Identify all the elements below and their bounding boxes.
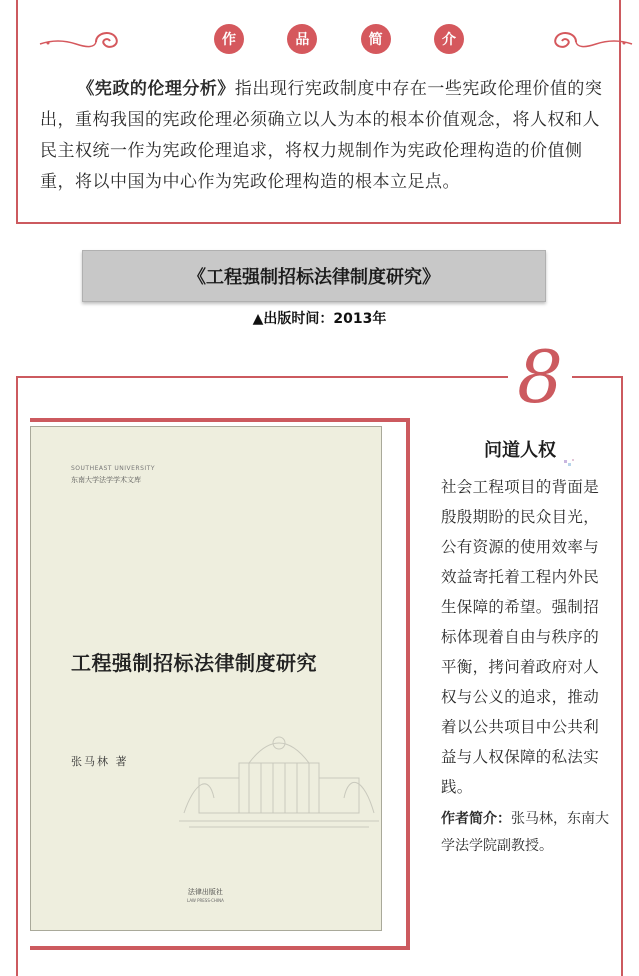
cover-title: 工程强制招标法律制度研究 — [71, 651, 317, 675]
intro-box — [16, 0, 621, 224]
intro-body: 指出现行宪政制度中存在一些宪政伦理价值的突出，重构我国的宪政伦理必须确立以人为本的根本价值观念，将人权和人民主权统一作为宪政伦理追求，将权力规制作为宪政伦理构造的价值侧重，将以中国为中心作为宪政伦理构造的根本立足点。 — [40, 79, 603, 192]
pixel-sparkle-icon — [562, 458, 578, 470]
side-description: 社会工程项目的背面是殷殷期盼的民众目光，公有资源的使用效率与效益寄托着工程内外民生保障的希望。强制招标体现着自由与秩序的平衡，拷问着政府对人权与公义的追求，推动着以公共项目中公共利益与人权保障的私法实践。 — [441, 478, 600, 796]
author-text: 张马林，东南大学法学院副教授。 — [441, 811, 609, 854]
cover-series-en: SOUTHEAST UNIVERSITY — [71, 465, 155, 472]
intro-badges — [214, 24, 464, 54]
cover-publisher — [187, 887, 224, 903]
book-cover — [30, 426, 382, 931]
cover-publisher-en: LAW PRESS·CHINA — [187, 898, 224, 903]
cover-series: 东南大学法学学术文库 — [71, 476, 141, 484]
book-title-banner: 《工程强制招标法律制度研究》 — [82, 250, 546, 302]
publication-date: ▲出版时间：2013年 — [252, 311, 387, 327]
cover-building-illustration-icon — [179, 703, 379, 833]
right-swirl-ornament-icon — [546, 28, 634, 54]
author-note — [441, 806, 611, 860]
author-label: 作者简介： — [441, 811, 511, 827]
intro-paragraph — [40, 74, 606, 198]
intro-book-title: 《宪政的伦理分析》 — [77, 79, 235, 99]
badge-char: 品 — [287, 24, 317, 54]
cover-author: 张马林 著 — [71, 755, 129, 768]
badge-char: 简 — [361, 24, 391, 54]
cover-publisher-cn: 法律出版社 — [187, 888, 223, 896]
badge-char: 介 — [434, 24, 464, 54]
entry-number: 8 — [508, 332, 572, 422]
side-title: 问道人权 — [484, 440, 556, 461]
badge-char: 作 — [214, 24, 244, 54]
left-swirl-ornament-icon — [38, 28, 126, 54]
